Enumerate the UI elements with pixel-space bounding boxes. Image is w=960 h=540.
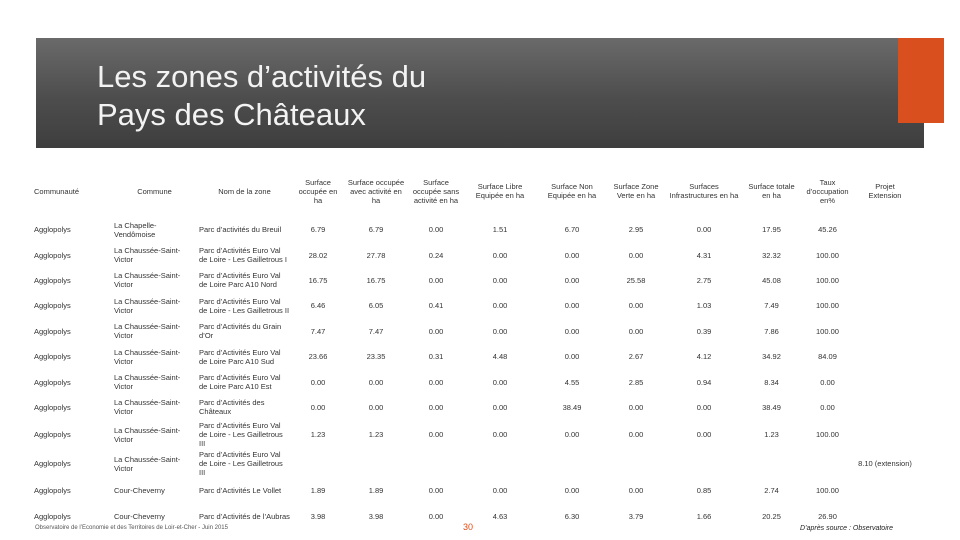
table-cell: 23.66 bbox=[308, 352, 328, 362]
table-cell: 100.00 bbox=[816, 250, 839, 260]
table-cell: 4.31 bbox=[696, 250, 712, 260]
table-cell: La Chaussée-Saint-Victor bbox=[114, 398, 181, 417]
table-cell: 0.85 bbox=[696, 486, 712, 496]
table-cell: 0.00 bbox=[428, 275, 444, 285]
column-header: Surface occupée avec activité en ha bbox=[347, 177, 405, 205]
column-header: Surface Non Equipée en ha bbox=[547, 182, 597, 200]
table-cell: 3.98 bbox=[368, 511, 384, 521]
table-cell bbox=[856, 344, 914, 369]
table-cell bbox=[744, 449, 799, 478]
table-cell: 17.95 bbox=[762, 225, 781, 235]
table-row bbox=[32, 395, 914, 420]
table-cell: Parc d’Activités Euro Val de Loire - Les Gailletrous II bbox=[199, 296, 290, 315]
table-cell: 0.00 bbox=[492, 377, 508, 387]
header-row bbox=[32, 165, 914, 217]
table-cell: 8.10 (extension) bbox=[858, 459, 912, 469]
table-cell: 100.00 bbox=[816, 326, 839, 336]
page-number: 30 bbox=[463, 522, 474, 532]
table-cell: 1.23 bbox=[368, 430, 384, 440]
table-cell bbox=[464, 449, 536, 478]
table-cell bbox=[608, 449, 664, 478]
table-cell: 6.30 bbox=[564, 511, 580, 521]
table-cell: 84.09 bbox=[818, 352, 837, 362]
table-cell: 0.39 bbox=[696, 326, 712, 336]
table-row bbox=[32, 293, 914, 318]
table-cell bbox=[856, 217, 914, 242]
table-cell: 0.00 bbox=[820, 377, 835, 387]
table-cell: 3.79 bbox=[628, 511, 644, 521]
table-cell: 0.00 bbox=[628, 430, 644, 440]
table-cell: Parc d’Activités Le Vollet bbox=[199, 486, 282, 496]
table-cell: La Chaussée-Saint-Victor bbox=[114, 454, 181, 473]
table-cell: 0.00 bbox=[492, 486, 508, 496]
table-cell: Agglopolys bbox=[34, 430, 71, 440]
table-cell bbox=[408, 449, 464, 478]
table-cell: 1.66 bbox=[696, 511, 712, 521]
table-cell: Parc d’activités du Breuil bbox=[199, 225, 282, 235]
table-row bbox=[32, 217, 914, 242]
table-cell: 1.51 bbox=[492, 225, 508, 235]
column-header: Surface totale en ha bbox=[748, 182, 795, 200]
table-cell: La Chaussée-Saint-Victor bbox=[114, 347, 181, 366]
table-cell: 0.00 bbox=[564, 275, 580, 285]
table-cell: Agglopolys bbox=[34, 301, 71, 311]
table-cell bbox=[856, 293, 914, 318]
table-cell: 32.32 bbox=[762, 250, 781, 260]
footer-credit: Observatoire de l’Economie et des Territoires de Loir-et-Cher - Juin 2015 bbox=[35, 525, 228, 531]
table-cell: La Chaussée-Saint-Victor bbox=[114, 271, 181, 290]
table-cell bbox=[292, 449, 344, 478]
table-cell: 0.24 bbox=[428, 250, 444, 260]
column-header: Surface occupée en ha bbox=[298, 177, 338, 205]
table-cell bbox=[856, 420, 914, 449]
table-cell: 4.12 bbox=[696, 352, 712, 362]
table-cell bbox=[856, 478, 914, 503]
table-cell: 0.94 bbox=[696, 377, 712, 387]
table-cell: La Chapelle-Vendômoise bbox=[114, 220, 157, 239]
table-cell bbox=[856, 395, 914, 420]
table-cell: 45.26 bbox=[818, 225, 837, 235]
table-cell: 4.48 bbox=[492, 352, 508, 362]
table-row bbox=[32, 420, 914, 449]
table-cell: 0.41 bbox=[428, 301, 444, 311]
table-cell: 28.02 bbox=[308, 250, 328, 260]
table-row bbox=[32, 478, 914, 503]
table-cell: 6.79 bbox=[310, 225, 326, 235]
table-cell: 0.00 bbox=[428, 486, 444, 496]
table-cell: La Chaussée-Saint-Victor bbox=[114, 246, 181, 265]
table-cell: 7.47 bbox=[368, 326, 384, 336]
table-cell: 1.23 bbox=[764, 430, 779, 440]
table-cell: La Chaussée-Saint-Victor bbox=[114, 373, 181, 392]
title-line-1: Les zones d’activités du bbox=[97, 59, 427, 94]
table-cell: 0.00 bbox=[428, 430, 444, 440]
table-cell: 38.49 bbox=[762, 402, 781, 412]
table-cell: 4.63 bbox=[492, 511, 508, 521]
table-cell: 34.92 bbox=[762, 352, 781, 362]
table-cell: 100.00 bbox=[816, 301, 839, 311]
table-row bbox=[32, 242, 914, 267]
table-cell: Parc d’Activités Euro Val de Loire - Les Gailletrous I bbox=[199, 246, 287, 265]
table-cell: 2.85 bbox=[628, 377, 644, 387]
table-cell: 0.00 bbox=[564, 326, 580, 336]
table-cell: 0.00 bbox=[628, 402, 644, 412]
table-cell: 0.00 bbox=[428, 511, 444, 521]
table-cell bbox=[856, 242, 914, 267]
table-row bbox=[32, 344, 914, 369]
column-header: Surface Libre Equipée en ha bbox=[475, 182, 525, 200]
table-cell: Parc d’Activités Euro Val de Loire Parc A10 Sud bbox=[199, 347, 281, 366]
table-cell: 2.95 bbox=[628, 225, 644, 235]
table-cell: Agglopolys bbox=[34, 511, 71, 521]
table-cell: 0.00 bbox=[428, 326, 444, 336]
table-cell: 2.75 bbox=[696, 275, 712, 285]
table-cell: 7.47 bbox=[310, 326, 326, 336]
table-cell: 6.05 bbox=[368, 301, 384, 311]
source-note: D’après source : Observatoire bbox=[800, 525, 893, 532]
table-cell: Parc d’Activités Euro Val de Loire Parc A10 Est bbox=[199, 373, 281, 392]
table-cell: 1.89 bbox=[310, 486, 326, 496]
table-cell: 0.00 bbox=[696, 402, 712, 412]
table-cell: 0.00 bbox=[368, 402, 384, 412]
table-cell: 0.00 bbox=[492, 430, 508, 440]
table-cell bbox=[856, 319, 914, 344]
table-cell: 26.90 bbox=[818, 511, 837, 521]
table-cell: 0.00 bbox=[492, 301, 508, 311]
table-cell: 16.75 bbox=[308, 275, 328, 285]
table-cell: Agglopolys bbox=[34, 225, 71, 235]
table-cell: Parc d’Activités Euro Val de Loire - Les Gailletrous III bbox=[199, 421, 283, 449]
table-cell: 0.00 bbox=[368, 377, 384, 387]
table-cell: 6.70 bbox=[564, 225, 580, 235]
table-cell: La Chaussée-Saint-Victor bbox=[114, 425, 181, 444]
table-cell: 0.00 bbox=[564, 352, 580, 362]
table-cell: 100.00 bbox=[816, 275, 839, 285]
table-cell: 0.00 bbox=[696, 430, 712, 440]
table-cell: 7.49 bbox=[764, 301, 779, 311]
table-cell: La Chaussée-Saint-Victor bbox=[114, 296, 181, 315]
table-cell: 6.46 bbox=[310, 301, 326, 311]
table-cell: 0.00 bbox=[564, 250, 580, 260]
table-cell: Parc d’Activités Euro Val de Loire - Les Gailletrous III bbox=[199, 450, 283, 478]
table-cell: 2.74 bbox=[764, 486, 779, 496]
table-cell: 1.89 bbox=[368, 486, 384, 496]
table-cell: 0.00 bbox=[492, 275, 508, 285]
column-header: Nom de la zone bbox=[218, 186, 271, 196]
column-header: Commune bbox=[137, 186, 172, 196]
table-cell: 25.58 bbox=[626, 275, 646, 285]
accent-block bbox=[898, 38, 944, 123]
table-row bbox=[32, 449, 914, 478]
table-cell: 0.00 bbox=[628, 250, 644, 260]
table-cell: 0.00 bbox=[428, 402, 444, 412]
table-cell: 0.00 bbox=[492, 402, 508, 412]
table-cell bbox=[536, 449, 608, 478]
table-cell: Agglopolys bbox=[34, 326, 71, 336]
table-cell bbox=[799, 449, 856, 478]
table-cell: 1.03 bbox=[696, 301, 712, 311]
table-cell: 0.31 bbox=[428, 352, 444, 362]
table-cell: 0.00 bbox=[820, 402, 835, 412]
table-cell: 0.00 bbox=[310, 402, 326, 412]
column-header: Projet Extension bbox=[868, 182, 902, 200]
title-line-2: Pays des Châteaux bbox=[97, 97, 366, 132]
table-row bbox=[32, 369, 914, 394]
table-cell: 0.00 bbox=[696, 225, 712, 235]
table-cell: 8.34 bbox=[764, 377, 779, 387]
table-cell: 16.75 bbox=[366, 275, 386, 285]
table-cell: 2.67 bbox=[628, 352, 644, 362]
table-cell: 100.00 bbox=[816, 486, 839, 496]
table-cell: Agglopolys bbox=[34, 402, 71, 412]
table-cell: Parc d’Activités de l’Aubras bbox=[199, 511, 290, 521]
table-cell: Agglopolys bbox=[34, 250, 71, 260]
table-cell: 0.00 bbox=[628, 326, 644, 336]
table-cell bbox=[664, 449, 744, 478]
table-cell: 0.00 bbox=[310, 377, 326, 387]
table-cell: Agglopolys bbox=[34, 377, 71, 387]
table-cell: Parc d’Activités des Châteaux bbox=[199, 398, 265, 417]
table-cell: 4.55 bbox=[564, 377, 580, 387]
table-cell: 100.00 bbox=[816, 430, 839, 440]
table-cell bbox=[856, 369, 914, 394]
table-cell bbox=[344, 449, 408, 478]
column-header: Taux d’occupation en% bbox=[806, 177, 849, 205]
table-cell: 23.35 bbox=[366, 352, 386, 362]
table-cell: 0.00 bbox=[428, 377, 444, 387]
table-cell: Parc d’Activités du Grain d’Or bbox=[199, 322, 282, 341]
table-cell: 20.25 bbox=[762, 511, 781, 521]
table-row bbox=[32, 319, 914, 344]
table-cell: 3.98 bbox=[310, 511, 326, 521]
table-cell: 7.86 bbox=[764, 326, 779, 336]
table-cell bbox=[856, 268, 914, 293]
table-cell: 0.00 bbox=[492, 250, 508, 260]
table-cell: Agglopolys bbox=[34, 352, 71, 362]
table-cell: 38.49 bbox=[562, 402, 582, 412]
table-cell: 0.00 bbox=[628, 486, 644, 496]
column-header: Surface occupée sans activité en ha bbox=[412, 177, 460, 205]
column-header: Communauté bbox=[34, 186, 80, 196]
table-cell: Cour-Cheverny bbox=[114, 511, 165, 521]
table-cell: 6.79 bbox=[368, 225, 384, 235]
column-header: Surface Zone Verte en ha bbox=[613, 182, 659, 200]
table-cell: 45.08 bbox=[762, 275, 781, 285]
table-cell: 0.00 bbox=[564, 486, 580, 496]
column-header: Surfaces Infrastructures en ha bbox=[669, 182, 739, 200]
table-cell: 27.78 bbox=[366, 250, 386, 260]
table-cell: Agglopolys bbox=[34, 486, 71, 496]
table-row bbox=[32, 268, 914, 293]
table-cell: Parc d’Activités Euro Val de Loire Parc A10 Nord bbox=[199, 271, 281, 290]
table-cell: Cour-Cheverny bbox=[114, 486, 165, 496]
table-cell: 0.00 bbox=[628, 301, 644, 311]
zones-table bbox=[32, 165, 914, 529]
slide-title bbox=[97, 58, 617, 134]
table-cell: 1.23 bbox=[310, 430, 326, 440]
table-cell: Agglopolys bbox=[34, 275, 71, 285]
table-body bbox=[32, 217, 914, 529]
table-cell: 0.00 bbox=[564, 301, 580, 311]
table-cell: La Chaussée-Saint-Victor bbox=[114, 322, 181, 341]
table-cell: 0.00 bbox=[492, 326, 508, 336]
table-cell: Agglopolys bbox=[34, 459, 71, 469]
table-cell: 0.00 bbox=[428, 225, 444, 235]
table-cell: 0.00 bbox=[564, 430, 580, 440]
